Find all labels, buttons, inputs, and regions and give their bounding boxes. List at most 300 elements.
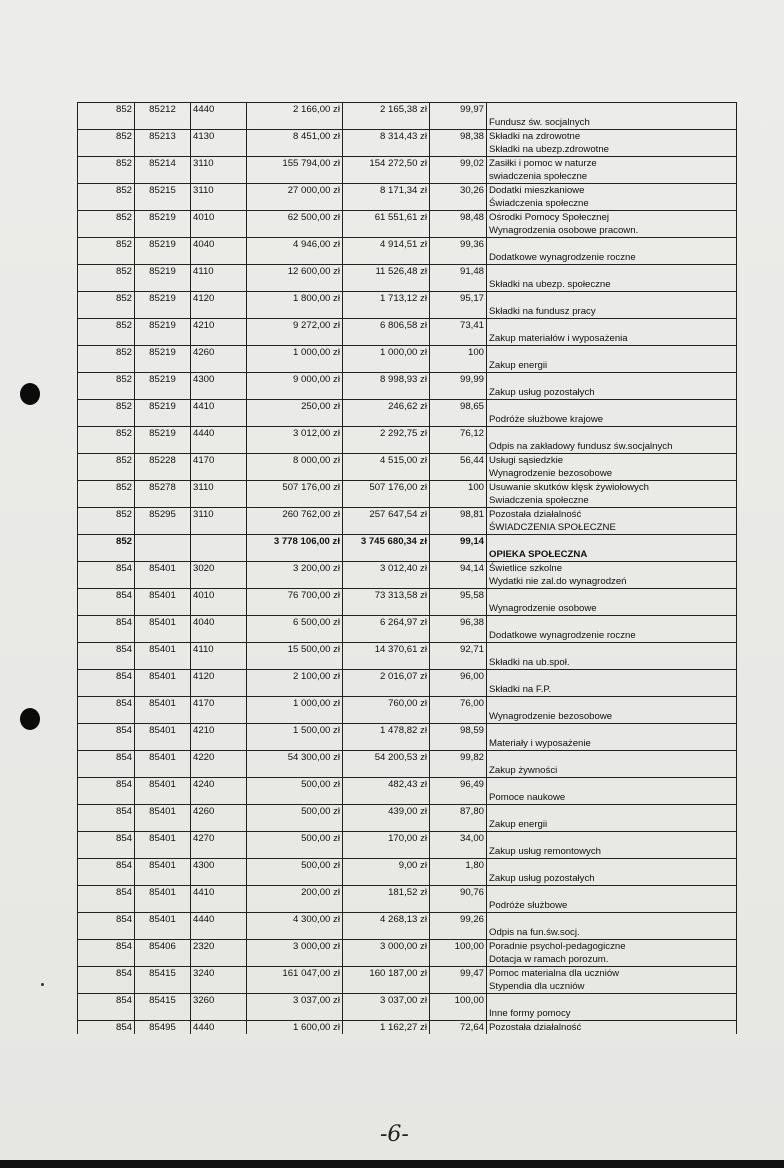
cell-roz: 85401 <box>135 589 191 603</box>
cell-roz <box>135 980 191 994</box>
cell-par: 3020 <box>191 562 247 576</box>
cell-desc <box>487 886 737 900</box>
cell-wyk <box>343 359 430 373</box>
cell-roz: 85213 <box>135 130 191 144</box>
cell-pct: 99,99 <box>430 373 487 387</box>
cell-roz <box>135 143 191 157</box>
cell-desc <box>487 832 737 846</box>
cell-roz <box>135 575 191 589</box>
cell-dz: 854 <box>78 751 135 765</box>
cell-par: 4300 <box>191 859 247 873</box>
cell-wyk: 4 914,51 zł <box>343 238 430 252</box>
description-row <box>78 818 737 832</box>
cell-dz <box>78 386 135 400</box>
cell-plan: 3 037,00 zł <box>247 994 343 1008</box>
cell-wyk: 257 647,54 zł <box>343 508 430 522</box>
cell-par <box>191 683 247 697</box>
cell-desc: Dodatkowe wynagrodzenie roczne <box>487 251 737 265</box>
cell-plan: 3 200,00 zł <box>247 562 343 576</box>
cell-wyk: 9,00 zł <box>343 859 430 873</box>
cell-wyk: 3 000,00 zł <box>343 940 430 954</box>
cell-wyk: 11 526,48 zł <box>343 265 430 279</box>
punch-hole-top <box>20 383 40 405</box>
cell-pct: 100,00 <box>430 940 487 954</box>
cell-pct: 96,38 <box>430 616 487 630</box>
description-row <box>78 143 737 157</box>
cell-pct <box>430 980 487 994</box>
budget-table <box>77 102 737 1034</box>
cell-plan <box>247 791 343 805</box>
cell-dz: 854 <box>78 832 135 846</box>
punch-hole-bottom <box>20 708 40 730</box>
cell-pct: 56,44 <box>430 454 487 468</box>
cell-roz <box>135 521 191 535</box>
cell-dz <box>78 170 135 184</box>
table-row <box>78 805 737 819</box>
cell-pct <box>430 170 487 184</box>
cell-desc: Zakup żywności <box>487 764 737 778</box>
cell-desc: Stypendia dla uczniów <box>487 980 737 994</box>
cell-roz <box>135 359 191 373</box>
cell-par <box>191 386 247 400</box>
description-row <box>78 251 737 265</box>
cell-pct: 99,14 <box>430 535 487 549</box>
cell-dz <box>78 980 135 994</box>
cell-roz <box>135 710 191 724</box>
description-row <box>78 305 737 319</box>
cell-dz <box>78 116 135 130</box>
cell-plan: 260 762,00 zł <box>247 508 343 522</box>
cell-dz <box>78 467 135 481</box>
table-row <box>78 211 737 225</box>
cell-desc <box>487 778 737 792</box>
cell-desc: Pomoc materialna dla uczniów <box>487 967 737 981</box>
cell-plan: 76 700,00 zł <box>247 589 343 603</box>
cell-dz <box>78 737 135 751</box>
cell-par: 3240 <box>191 967 247 981</box>
cell-desc: Swiadczenia społeczne <box>487 494 737 508</box>
cell-wyk <box>343 683 430 697</box>
table-row <box>78 940 737 954</box>
cell-roz: 85214 <box>135 157 191 171</box>
table-row <box>78 832 737 846</box>
description-row <box>78 548 737 562</box>
cell-desc: Zakup usług remontowych <box>487 845 737 859</box>
description-row <box>78 575 737 589</box>
cell-wyk: 2 016,07 zł <box>343 670 430 684</box>
cell-par: 4130 <box>191 130 247 144</box>
cell-par: 4440 <box>191 103 247 117</box>
cell-plan: 200,00 zł <box>247 886 343 900</box>
cell-roz <box>135 872 191 886</box>
cell-wyk <box>343 818 430 832</box>
cell-par <box>191 629 247 643</box>
cell-dz <box>78 818 135 832</box>
cell-wyk: 2 165,38 zł <box>343 103 430 117</box>
cell-dz: 854 <box>78 1021 135 1035</box>
cell-desc <box>487 616 737 630</box>
cell-par <box>191 440 247 454</box>
cell-plan: 1 800,00 zł <box>247 292 343 306</box>
cell-pct: 73,41 <box>430 319 487 333</box>
cell-roz: 85219 <box>135 265 191 279</box>
cell-desc: Pozostała działalność <box>487 1021 737 1035</box>
cell-plan <box>247 737 343 751</box>
cell-plan <box>247 116 343 130</box>
cell-wyk <box>343 521 430 535</box>
cell-roz <box>135 197 191 211</box>
cell-plan <box>247 656 343 670</box>
cell-pct: 1,80 <box>430 859 487 873</box>
cell-par: 4270 <box>191 832 247 846</box>
cell-roz: 85219 <box>135 211 191 225</box>
description-row <box>78 656 737 670</box>
description-row <box>78 170 737 184</box>
cell-plan: 8 000,00 zł <box>247 454 343 468</box>
cell-desc: Dotacja w ramach porozum. <box>487 953 737 967</box>
cell-wyk: 8 314,43 zł <box>343 130 430 144</box>
cell-dz <box>78 764 135 778</box>
cell-roz <box>135 602 191 616</box>
cell-plan: 1 600,00 zł <box>247 1021 343 1035</box>
cell-dz <box>78 305 135 319</box>
cell-dz: 854 <box>78 886 135 900</box>
cell-desc <box>487 427 737 441</box>
cell-wyk: 6 806,58 zł <box>343 319 430 333</box>
table-row <box>78 697 737 711</box>
cell-pct <box>430 953 487 967</box>
cell-desc: Podróże służbowe <box>487 899 737 913</box>
cell-pct: 91,48 <box>430 265 487 279</box>
description-row <box>78 980 737 994</box>
cell-par <box>191 224 247 238</box>
description-row <box>78 224 737 238</box>
cell-pct: 76,00 <box>430 697 487 711</box>
cell-plan: 500,00 zł <box>247 778 343 792</box>
cell-desc: Świadczenia społeczne <box>487 197 737 211</box>
cell-plan: 15 500,00 zł <box>247 643 343 657</box>
cell-desc: Zasiłki i pomoc w naturze <box>487 157 737 171</box>
cell-wyk: 1 478,82 zł <box>343 724 430 738</box>
cell-desc: Składki na ub.społ. <box>487 656 737 670</box>
cell-dz <box>78 791 135 805</box>
cell-pct: 98,59 <box>430 724 487 738</box>
cell-pct <box>430 548 487 562</box>
cell-wyk <box>343 494 430 508</box>
cell-roz <box>135 116 191 130</box>
cell-dz: 852 <box>78 184 135 198</box>
cell-par: 4440 <box>191 427 247 441</box>
cell-plan <box>247 548 343 562</box>
cell-desc <box>487 373 737 387</box>
cell-wyk: 246,62 zł <box>343 400 430 414</box>
cell-roz <box>135 845 191 859</box>
cell-dz <box>78 413 135 427</box>
cell-desc <box>487 859 737 873</box>
cell-pct <box>430 332 487 346</box>
cell-pct: 99,02 <box>430 157 487 171</box>
cell-desc <box>487 589 737 603</box>
cell-wyk: 439,00 zł <box>343 805 430 819</box>
cell-dz: 852 <box>78 238 135 252</box>
cell-pct: 76,12 <box>430 427 487 441</box>
cell-desc: Zakup usług pozostałych <box>487 872 737 886</box>
cell-desc <box>487 292 737 306</box>
cell-par <box>191 521 247 535</box>
cell-par: 4260 <box>191 346 247 360</box>
cell-pct <box>430 413 487 427</box>
cell-plan <box>247 359 343 373</box>
cell-roz: 85401 <box>135 562 191 576</box>
cell-plan: 12 600,00 zł <box>247 265 343 279</box>
cell-roz <box>135 170 191 184</box>
cell-wyk <box>343 899 430 913</box>
cell-pct <box>430 251 487 265</box>
table-row <box>78 616 737 630</box>
cell-pct: 34,00 <box>430 832 487 846</box>
cell-plan <box>247 602 343 616</box>
cell-pct: 99,82 <box>430 751 487 765</box>
cell-par <box>191 413 247 427</box>
cell-wyk: 170,00 zł <box>343 832 430 846</box>
table-row <box>78 319 737 333</box>
table-row <box>78 886 737 900</box>
cell-par <box>191 980 247 994</box>
cell-dz <box>78 440 135 454</box>
cell-pct <box>430 656 487 670</box>
table-row <box>78 643 737 657</box>
cell-par: 4120 <box>191 292 247 306</box>
cell-par <box>191 575 247 589</box>
cell-wyk: 482,43 zł <box>343 778 430 792</box>
cell-plan <box>247 278 343 292</box>
description-row <box>78 386 737 400</box>
cell-plan: 9 000,00 zł <box>247 373 343 387</box>
cell-plan: 8 451,00 zł <box>247 130 343 144</box>
cell-desc <box>487 265 737 279</box>
cell-roz <box>135 953 191 967</box>
description-row <box>78 440 737 454</box>
cell-pct <box>430 386 487 400</box>
description-row <box>78 521 737 535</box>
cell-roz: 85219 <box>135 427 191 441</box>
cell-dz: 854 <box>78 724 135 738</box>
cell-wyk: 4 515,00 zł <box>343 454 430 468</box>
cell-dz: 854 <box>78 616 135 630</box>
cell-dz <box>78 575 135 589</box>
cell-roz: 85401 <box>135 616 191 630</box>
cell-desc: Podróże służbowe krajowe <box>487 413 737 427</box>
cell-roz <box>135 278 191 292</box>
cell-roz <box>135 926 191 940</box>
table-row <box>78 994 737 1008</box>
cell-pct: 95,58 <box>430 589 487 603</box>
cell-desc: Składki na ubezp. społeczne <box>487 278 737 292</box>
description-row <box>78 899 737 913</box>
cell-pct: 98,48 <box>430 211 487 225</box>
cell-plan <box>247 467 343 481</box>
cell-pct: 96,00 <box>430 670 487 684</box>
cell-desc: Świetlice szkolne <box>487 562 737 576</box>
cell-dz <box>78 521 135 535</box>
cell-par: 4010 <box>191 589 247 603</box>
cell-plan <box>247 332 343 346</box>
budget-rows <box>78 103 737 1035</box>
cell-wyk <box>343 926 430 940</box>
cell-dz: 854 <box>78 562 135 576</box>
cell-pct <box>430 116 487 130</box>
cell-dz <box>78 251 135 265</box>
cell-plan <box>247 953 343 967</box>
cell-plan: 6 500,00 zł <box>247 616 343 630</box>
cell-par: 4010 <box>191 211 247 225</box>
cell-plan: 54 300,00 zł <box>247 751 343 765</box>
cell-dz: 852 <box>78 535 135 549</box>
cell-roz: 85401 <box>135 643 191 657</box>
cell-par: 2320 <box>191 940 247 954</box>
cell-pct: 87,80 <box>430 805 487 819</box>
cell-roz <box>135 737 191 751</box>
cell-dz: 852 <box>78 103 135 117</box>
cell-pct: 98,65 <box>430 400 487 414</box>
cell-wyk: 8 171,34 zł <box>343 184 430 198</box>
table-row <box>78 778 737 792</box>
cell-wyk <box>343 764 430 778</box>
table-row <box>78 670 737 684</box>
cell-plan <box>247 305 343 319</box>
cell-roz: 85401 <box>135 670 191 684</box>
cell-par <box>191 278 247 292</box>
cell-wyk <box>343 467 430 481</box>
cell-plan: 2 166,00 zł <box>247 103 343 117</box>
cell-pct <box>430 845 487 859</box>
cell-wyk: 54 200,53 zł <box>343 751 430 765</box>
cell-plan: 9 272,00 zł <box>247 319 343 333</box>
table-row <box>78 1021 737 1035</box>
cell-par <box>191 359 247 373</box>
cell-dz: 852 <box>78 265 135 279</box>
cell-roz: 85401 <box>135 886 191 900</box>
cell-par: 4210 <box>191 319 247 333</box>
cell-wyk <box>343 413 430 427</box>
cell-roz: 85219 <box>135 346 191 360</box>
cell-par: 4240 <box>191 778 247 792</box>
cell-par <box>191 494 247 508</box>
cell-roz: 85219 <box>135 400 191 414</box>
cell-dz: 854 <box>78 967 135 981</box>
description-row <box>78 413 737 427</box>
cell-plan <box>247 899 343 913</box>
description-row <box>78 953 737 967</box>
description-row <box>78 845 737 859</box>
cell-roz <box>135 305 191 319</box>
cell-plan: 2 100,00 zł <box>247 670 343 684</box>
cell-pct: 94,14 <box>430 562 487 576</box>
cell-dz: 854 <box>78 805 135 819</box>
cell-roz <box>135 467 191 481</box>
cell-par: 4040 <box>191 238 247 252</box>
cell-wyk <box>343 656 430 670</box>
cell-dz: 852 <box>78 400 135 414</box>
table-row <box>78 265 737 279</box>
cell-pct: 30,26 <box>430 184 487 198</box>
description-row <box>78 710 737 724</box>
cell-par <box>191 953 247 967</box>
description-row <box>78 278 737 292</box>
cell-par <box>191 170 247 184</box>
table-row <box>78 238 737 252</box>
cell-plan <box>247 143 343 157</box>
description-row <box>78 359 737 373</box>
cell-plan <box>247 413 343 427</box>
cell-roz: 85415 <box>135 967 191 981</box>
cell-desc <box>487 400 737 414</box>
cell-dz <box>78 143 135 157</box>
cell-desc: OPIEKA SPOŁECZNA <box>487 548 737 562</box>
cell-pct <box>430 872 487 886</box>
cell-wyk <box>343 332 430 346</box>
cell-pct: 92,71 <box>430 643 487 657</box>
cell-roz <box>135 332 191 346</box>
cell-desc <box>487 670 737 684</box>
cell-pct: 96,49 <box>430 778 487 792</box>
cell-desc: Inne formy pomocy <box>487 1007 737 1021</box>
cell-desc: Zakup energii <box>487 359 737 373</box>
cell-roz <box>135 413 191 427</box>
description-row <box>78 683 737 697</box>
cell-wyk <box>343 197 430 211</box>
cell-wyk: 507 176,00 zł <box>343 481 430 495</box>
cell-pct <box>430 575 487 589</box>
cell-plan: 27 000,00 zł <box>247 184 343 198</box>
description-row <box>78 467 737 481</box>
table-row <box>78 589 737 603</box>
cell-dz <box>78 845 135 859</box>
cell-par: 3110 <box>191 481 247 495</box>
cell-plan <box>247 872 343 886</box>
cell-pct <box>430 629 487 643</box>
cell-roz: 85228 <box>135 454 191 468</box>
cell-plan: 4 300,00 zł <box>247 913 343 927</box>
cell-roz: 85401 <box>135 751 191 765</box>
cell-plan <box>247 251 343 265</box>
cell-wyk: 61 551,61 zł <box>343 211 430 225</box>
cell-dz: 854 <box>78 913 135 927</box>
cell-desc: Odpis na fun.św.socj. <box>487 926 737 940</box>
cell-desc <box>487 103 737 117</box>
cell-wyk <box>343 980 430 994</box>
cell-wyk: 1 713,12 zł <box>343 292 430 306</box>
cell-dz: 854 <box>78 994 135 1008</box>
cell-roz: 85406 <box>135 940 191 954</box>
table-row <box>78 346 737 360</box>
cell-plan: 3 012,00 zł <box>247 427 343 441</box>
table-row <box>78 859 737 873</box>
cell-wyk <box>343 845 430 859</box>
cell-plan <box>247 980 343 994</box>
cell-dz: 852 <box>78 130 135 144</box>
cell-dz <box>78 494 135 508</box>
cell-par: 4120 <box>191 670 247 684</box>
table-row <box>78 913 737 927</box>
cell-desc: Pozostała działalność <box>487 508 737 522</box>
cell-desc: Wynagrodzenie bezosobowe <box>487 710 737 724</box>
cell-plan: 507 176,00 zł <box>247 481 343 495</box>
description-row <box>78 332 737 346</box>
cell-desc: Zakup usług pozostałych <box>487 386 737 400</box>
cell-pct: 100,00 <box>430 994 487 1008</box>
cell-wyk <box>343 143 430 157</box>
